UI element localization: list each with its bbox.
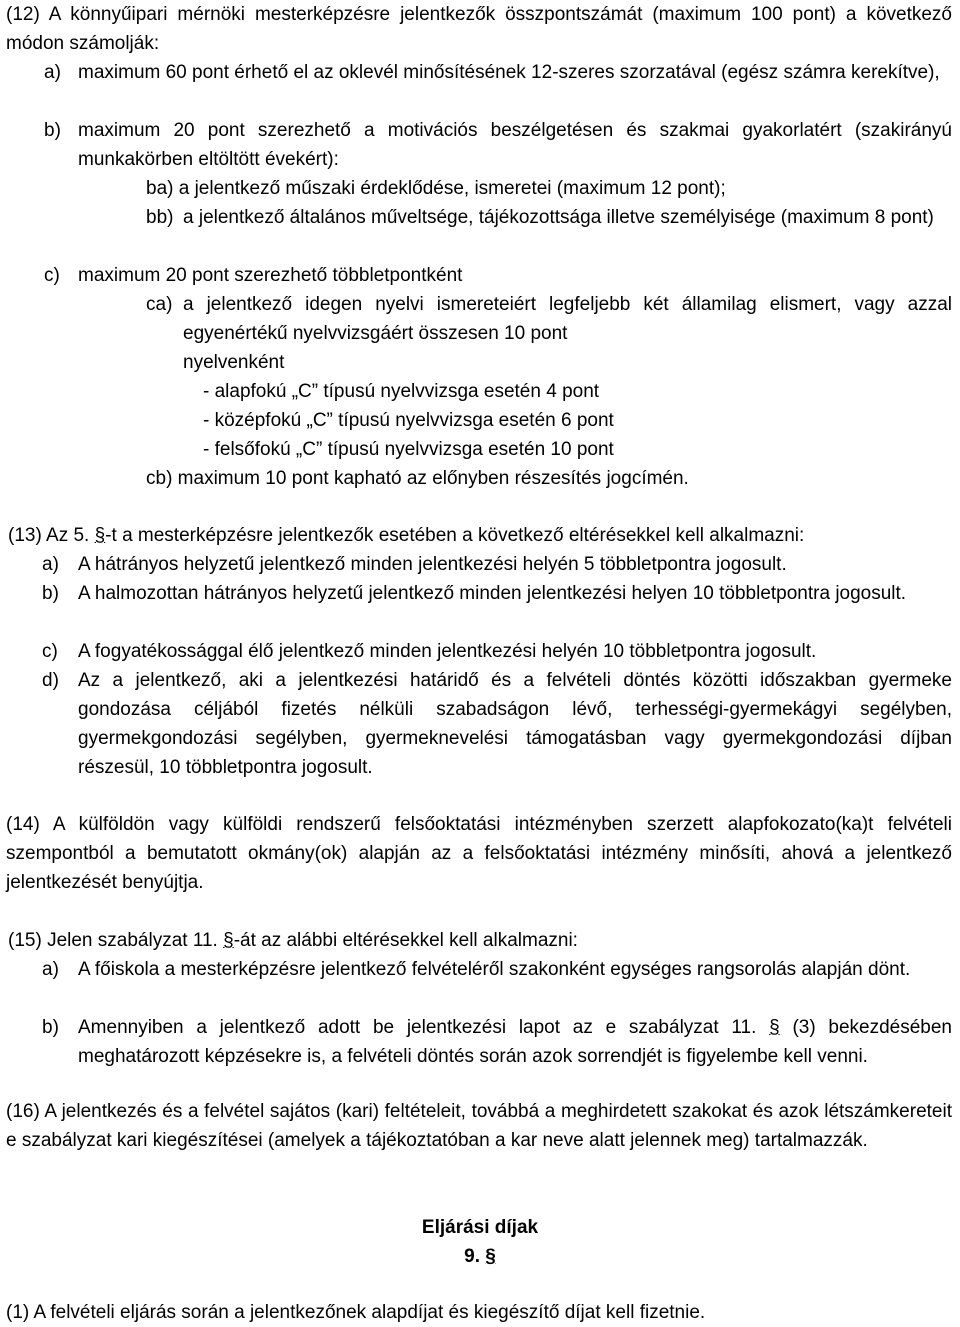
list-text: a jelentkező általános műveltsége, tájékozottsága illetve személyisége (maximum 8 pont)	[183, 207, 934, 228]
paragraph-15-lead: (15) Jelen szabályzat 11.	[8, 930, 224, 951]
list-text	[78, 1013, 952, 1071]
list-label: d)	[42, 670, 59, 691]
list-label: a)	[42, 959, 59, 980]
list-label: a)	[44, 62, 61, 83]
list-label: c)	[42, 641, 58, 662]
list-item-12c	[44, 261, 952, 290]
dash-item-3: - felsőfokú „C” típusú nyelvvizsga esetén 10 pont	[203, 439, 614, 460]
list-item-12ca-cont: nyelvenként	[183, 352, 285, 373]
paragraph-12-intro: (12) A könnyűipari mérnöki mesterképzésre jelentkezők összpontszámát (maximum 100 pont) a következő módon számolják:	[6, 4, 952, 54]
list-item-13b	[42, 579, 952, 608]
list-text: Az a jelentkező, aki a jelentkezési határidő és a felvételi döntés közötti időszakban gyermeke gondozása céljából fizetés nélküli szabadságon lévő, terhességi-gyermekágyi segélyben, gyermekgondozási segélyben, gyermeknevelési támogatásban vagy gyermekgondozási díjban részesül, 10 többletpontra jogosult.	[78, 670, 952, 778]
list-item-12b	[44, 116, 952, 174]
section-number: 9.	[464, 1246, 486, 1267]
list-label: bb)	[146, 207, 174, 228]
list-item-12cb: cb) maximum 10 pont kapható az előnyben részesítés jogcímén.	[146, 468, 689, 489]
list-text: maximum 20 pont szerezhető a motivációs beszélgetésen és szakmai gyakorlatért (szakirányú munkakörben eltöltött évekért):	[78, 120, 952, 170]
list-item-13a	[42, 550, 952, 579]
list-text: A főiskola a mesterképzésre jelentkező felvételéről szakonként egységes rangsorolás alapján dönt.	[78, 959, 911, 980]
section-heading-title: Eljárási díjak	[421, 1217, 539, 1238]
section-symbol: §	[94, 525, 106, 546]
list-item-12bb	[146, 203, 952, 232]
paragraph-15-intro	[8, 926, 960, 955]
list-label: ca)	[146, 294, 173, 315]
list-label: b)	[44, 120, 61, 141]
section-symbol: §	[485, 1246, 496, 1267]
list-item-12ca	[146, 290, 952, 348]
paragraph-14: (14) A külföldön vagy külföldi rendszerű felsőoktatási intézményben szerzett alapfokozato(ka)t felvételi szempontból a bemutatott okmány(ok) alapján az a felsőoktatási intézmény minősíti, ahová a jelentkező jelentkezését benyújtja.	[6, 814, 952, 893]
paragraph-15-rest: -át az alábbi eltérésekkel kell alkalmazni:	[233, 930, 578, 951]
list-text: a jelentkező idegen nyelvi ismereteiért legfeljebb két államilag elismert, vagy azzal egyenértékű nyelvvizsgáért összesen 10 pont	[183, 294, 952, 344]
paragraph-13-rest: -t a mesterképzésre jelentkezők esetében a következő eltérésekkel kell alkalmazni:	[105, 525, 805, 546]
list-text-lead: Amennyiben a jelentkező adott be jelentkezési lapot az e szabályzat 11.	[78, 1017, 770, 1038]
list-item-13c	[42, 637, 952, 666]
list-label: b)	[42, 1017, 59, 1038]
list-item-15a	[42, 955, 952, 984]
dash-item-1: - alapfokú „C” típusú nyelvvizsga esetén 4 pont	[203, 381, 600, 402]
list-label: c)	[44, 265, 60, 286]
paragraph-9-1: (1) A felvételi eljárás során a jelentkezőnek alapdíjat és kiegészítő díjat kell fizetnie.	[6, 1302, 706, 1323]
dash-item-2: - középfokú „C” típusú nyelvvizsga esetén 6 pont	[203, 410, 614, 431]
section-heading-number	[0, 1242, 960, 1271]
list-label: a)	[42, 554, 59, 575]
list-text: maximum 20 pont szerezhető többletpontként	[78, 265, 463, 286]
list-item-12a	[44, 58, 952, 87]
list-text: maximum 60 pont érhető el az oklevél minősítésének 12-szeres szorzatával (egész számra kerekítve),	[78, 62, 940, 83]
list-text: A hátrányos helyzetű jelentkező minden jelentkezési helyén 5 többletpontra jogosult.	[78, 554, 787, 575]
paragraph-13-lead: (13) Az 5.	[8, 525, 95, 546]
section-symbol: §	[223, 930, 234, 951]
list-label: b)	[42, 583, 59, 604]
list-item-13d	[42, 666, 952, 782]
list-text-rest: (3) bekezdésében meghatározott képzésekre is, a felvételi döntés során azok sorrendjét is figyelembe kell venni.	[78, 1017, 952, 1067]
list-item-15b	[42, 1013, 952, 1071]
paragraph-13-intro	[8, 521, 960, 550]
list-text: A fogyatékossággal élő jelentkező minden jelentkezési helyén 10 többletpontra jogosult.	[78, 641, 817, 662]
section-symbol: §	[769, 1017, 780, 1038]
list-item-12ba: ba) a jelentkező műszaki érdeklődése, ismeretei (maximum 12 pont);	[146, 178, 726, 199]
list-text: A halmozottan hátrányos helyzetű jelentkező minden jelentkezési helyen 10 többletpontra jogosult.	[78, 583, 907, 604]
paragraph-16: (16) A jelentkezés és a felvétel sajátos (kari) feltételeit, továbbá a meghirdetett szakokat és azok létszámkereteit e szabályzat kari kiegészítései (amelyek a tájékoztatóban a kar neve alatt jelennek meg) tartalmazzák.	[6, 1101, 952, 1151]
